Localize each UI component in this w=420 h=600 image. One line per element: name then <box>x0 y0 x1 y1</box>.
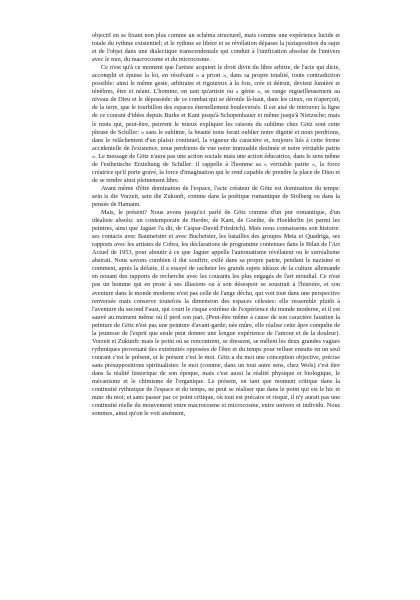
paragraph-present: Mais, le présent? Nous avons jusqu'ici parlé de Götz comme d'un pur romantique, d'un idéaliste absolu: un contemporain de Herder, de Kant, de Goethe, de Hoelderlin (et parmi les peintres, ainsi que Jaguer l'a dit, de Caspar-David Friedrich). Mais nous connaissons son histoire: ses contacts avec Baumeister et avec Bucheister, les batailles des groupes Meta et Quadriga, ses rapports avec les artistes de Cobra, les déclarations de programme contenues dans le Bilan de l'Art Actuel de 1953, pour aboutir à ce que Jaguer appelle l'automatisme révélateur ou le surréalisme abstrait. Nous savons combien il dut souffrir, exilé dans sa propre patrie, pendant le nazisme et comment, après la défaite, il a essayé de racheter les grands sujets idéaux de la culture allemande en nouant des rapports de recherche avec les courants les plus engagés de l'art mondial. Ce n'est pas un homme qui en proie à ses illusions ou à son désespoir se soustrait à l'histoire, et son aventure dans le monde moderne n'est pas celle de l'ange déchu, qui voit tout dans une perspective renversée mais conserve toutefois la dimension des espaces célestes: elle ressemble plutôt à l'aventure du second Faust, qui court le risque extrême de l'expérience du monde moderne, et il est sauvé au moment même où il perd son pari. (Peut-être même à cause de son caractère faustien la peinture de Götz n'est pas une peinture d'avant-garde; née mûre, elle réalise cette âpre conquête de la jeunesse de l'esprit que seule peut donner une longue expérience de l'amour et de la douleur). Vorzeit et Zukunft: mais le point où se rencontrent, se dressent, se mêlent les deux grandes vagues rythmiques provenant des extrémités opposées de l'être et du temps pour refluer ensuite en un seul courant c'est le présent, et le présent c'est le moi. Götz a du moi une conception objective, précise sans présuppositions spiritualistes: le moi (comme, dans un tout autre sens, chez Wols) c'est être dans la réalité historique de son époque, mais c'est aussi la réalité physique et biologique, le mécanisme et le chimisme de l'organique. Le présent, en tant que moment critique dans la continuité rythmique de l'espace et du temps, ne peut se réaliser que dans le point qui est le hic et nunc du moi; et sans passer par ce point critique, où tout est précaire et risqué, il n'y aurait pas une continuité réelle du mouvement entre macrocosme et microcosme, entre univers et individu. Nous sommes, ainsi qu'on le voit aisément, <box>92 209 340 418</box>
paragraph-time: Avant même d'être domination de l'espace, l'acte créateur de Götz est domination du temps: sein is die Vorzeit, sein die Zukunft, comme dans la poétique romantique de Stolberg ou dans la pensée de Hamann. <box>92 184 340 208</box>
paragraph-sublime: Ce n'est qu'à ce moment que l'artiste acquiert le droit divin du libre arbitre, de l'acte qui dicte, accomplit et épuise la loi, en résolvant « a priori », dans sa propre totalité, toute contradiction possible: ainsi le même geste, arbitraire et rigoureux à la fois, crée et détruit, devient lumière et ténèbres, être et néant. L'homme, en tant qu'artiste ou « génie », se range orgueilleusement au niveau de Dieu et le dépossède: de ce combat qui se déroule là-haut, dans les cieux, on n'aperçoit, de la terre, que le tourbillon des espaces éternellement bouleversés. Il est aisé de retrouver la ligne de ce courant d'idées depuis Burke et Kant jusqu'à Schopenhauer et même jusqu'à Nietzsche; mais le mots qui, peut-être, peuvent le mieux expliquer les raisons du sublime chez Götz sont cette phrase de Schiller: « sans le sublime, la beauté nous ferait oublier notre dignité et nous perdrions, dans le relâchement d'un plaisir continuel, la vigueur du caractère et, toujours liés à cette forme accidentelle de l'existence, nous perdrions de vue notre immuable destinée et notre véritable patrie ». Le message de Götz n'aura pas une action sociale mais une action éducatrice, dans le sens même de l'esthetische Erziehung de Schiller: il rappelle à l'homme sa « véritable patrie », la force créatrice qu'il porte gravé, la force d'imagination qui le rend capable de prendre la place de Dieu et de se rendre ainsi pleinement libre. <box>92 64 340 184</box>
paragraph-continuation: objectif en se fixant non plus comme un schéma structurel, mais comme une expérience lucide et totale du rythme existentiel; et le rythme se libère et se révélation dépasse la juxtaposition du sujet et de l'objet dans une dialectique transcendentale qui conduit à l'unification absolue de l'univers avec le moi, du macrocosme et du microcosme. <box>92 32 340 64</box>
body-text <box>92 32 340 418</box>
